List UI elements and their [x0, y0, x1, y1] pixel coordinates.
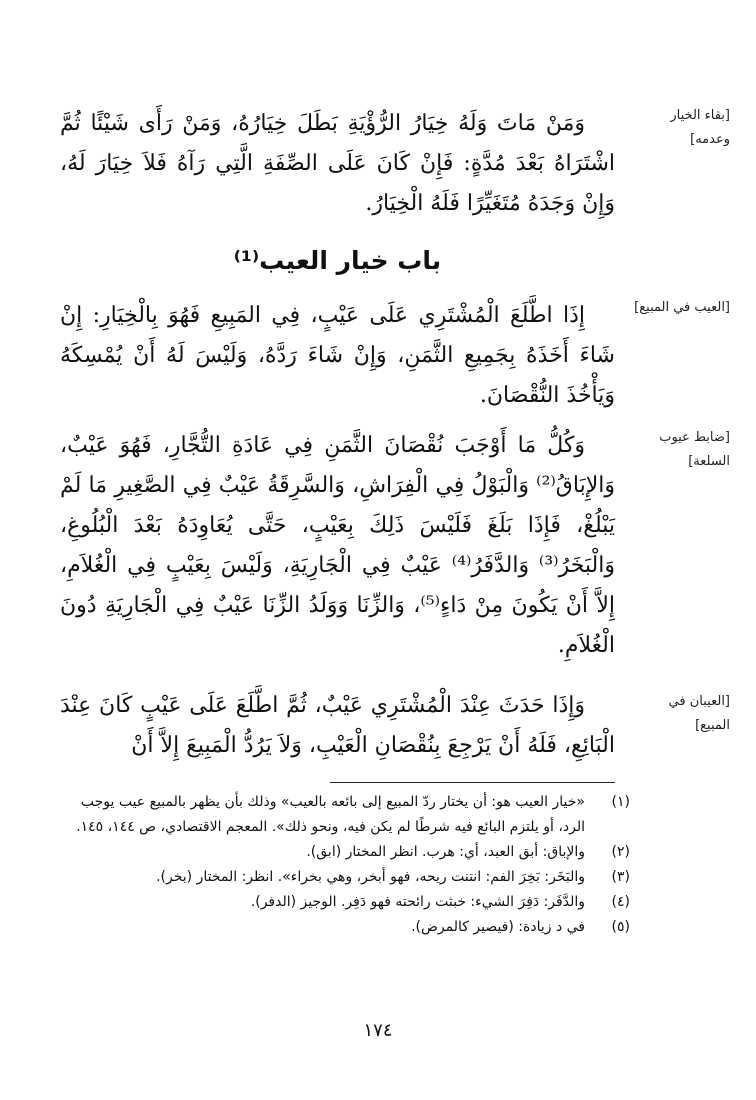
footnote-text: والبَخَر: بَخِرَ الفم: انتنت ريحه، فهو أبخر، وهي بخراء». انظر: المختار (بخر). [156, 869, 585, 885]
paragraph-4 [60, 686, 615, 766]
paragraph-text: وَكُلُّ مَا أَوْجَبَ نُقْصَانَ الثَّمَنِ فِي عَادَةِ التُّجَّارِ، فَهُوَ عَيْبٌ، وَالإِبَاقُ⁽²⁾ وَالْبَوْلُ فِي الْفِرَاشِ، وَالسَّرِقَةُ عَيْبٌ فِي الصَّغِيرِ مَا لَمْ يَبْلُغْ، فَإِذَا بَلَغَ فَلَيْسَ ذَلِكَ بِعَيْبٍ، حَتَّى يُعَاوِدَهُ بَعْدَ الْبُلُوغِ، وَالْبَخَرُ⁽³⁾ وَالدَّفَرُ⁽⁴⁾ عَيْبٌ فِي الْجَارِيَةِ، وَلَيْسَ بِعَيْبٍ فِي الْغُلاَمِ، إِلاَّ أَنْ يَكُونَ مِنْ دَاءٍ⁽⁵⁾، وَالزِّنَا وَوَلَدُ الزِّنَا عَيْبٌ فِي الْجَارِيَةِ دُونَ الْغُلاَمِ. [60, 433, 615, 658]
paragraph-1 [60, 104, 615, 224]
footnote-text: والإباق: أبق العبد، أي: هرب. انظر المختار (ابق). [306, 844, 585, 860]
footnote-text: في د زيادة: (فيصير كالمرض). [411, 919, 585, 935]
footnote [60, 840, 630, 865]
paragraph-text: وَإِذَا حَدَثَ عِنْدَ الْمُشْتَرِي عَيْبٌ، ثُمَّ اطَّلَعَ عَلَى عَيْبٍ كَانَ عِنْدَ الْبَائِعِ، فَلَهُ أَنْ يَرْجِعَ بِنُقْصَانِ الْعَيْبِ، وَلاَ يَرُدُّ الْمَبِيعَ إِلاَّ أَنْ [60, 693, 615, 758]
footnote-number: (٣) [611, 869, 630, 885]
side-note: [العيب في المبيع] [634, 300, 730, 315]
paragraph-3 [60, 426, 615, 666]
footnote-text: «خيار العيب هو: أن يختار ردّ المبيع إلى بائعه بالعيب» وذلك بأن يظهر بالمبيع عيب يوجب الرد، أو يلتزم البائع فيه شرطًا لم يكن فيه، ونحو ذلك». المعجم الاقتصادي، ص ١٤٤، ١٤٥. [76, 794, 585, 835]
footnotes [60, 790, 630, 940]
side-note: [بقاء الخيار وعدمه] [670, 108, 730, 147]
footnote-number: (١) [611, 794, 630, 810]
footnote-number: (٥) [611, 919, 630, 935]
side-note: [ضابط عيوب السلعة] [659, 430, 730, 469]
footnote [60, 790, 630, 840]
paragraph-text: وَمَنْ مَاتَ وَلَهُ خِيَارُ الرُّؤْيَةِ بَطَلَ خِيَارُهُ، وَمَنْ رَأَى شَيْئًا ثُمَّ اشْتَرَاهُ بَعْدَ مُدَّةٍ: فَإِنْ كَانَ عَلَى الصِّفَةِ الَّتِي رَآهُ فَلاَ خِيَارَ لَهُ، وَإِنْ وَجَدَهُ مُتَغَيِّرًا فَلَهُ الْخِيَارُ. [60, 111, 615, 216]
footnote-number: (٢) [611, 844, 630, 860]
footnote [60, 915, 630, 940]
page-number: ١٧٤ [363, 1020, 393, 1041]
chapter-heading: باب خيار العيب⁽¹⁾ [233, 246, 442, 275]
paragraph-2 [60, 296, 615, 416]
footnote-separator [330, 782, 615, 783]
paragraph-text: إِذَا اطَّلَعَ الْمُشْتَرِي عَلَى عَيْبٍ، فِي المَبِيعِ فَهُوَ بِالْخِيَارِ: إِنْ شَاءَ أَخَذَهُ بِجَمِيعِ الثَّمَنِ، وَإِنْ شَاءَ رَدَّهُ، وَلَيْسَ لَهُ أَنْ يُمْسِكَهُ وَيَأْخُذَ النُّقْصَانَ. [60, 303, 615, 408]
footnote-text: والدَّفَر: دَفِرَ الشيء: خبثت رائحته فهو دَفِر. الوجيز (الدفر). [250, 894, 585, 910]
side-note: [العيبان في المبيع] [668, 694, 730, 733]
footnote [60, 890, 630, 915]
footnote-number: (٤) [611, 894, 630, 910]
footnote [60, 865, 630, 890]
